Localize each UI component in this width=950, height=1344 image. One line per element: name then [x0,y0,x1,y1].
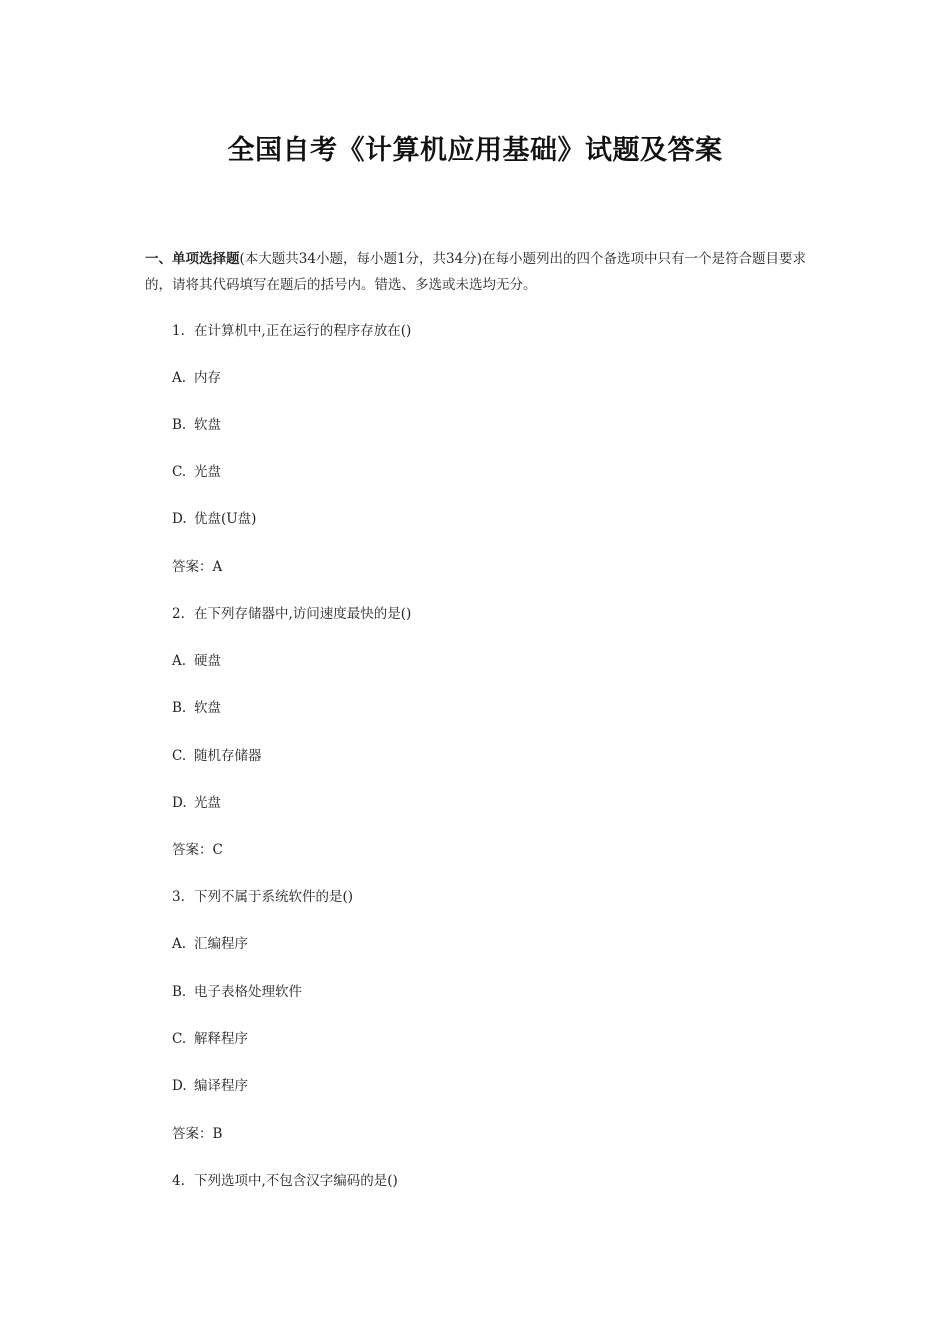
answer-line [172,840,223,860]
line-label: 3. [172,889,185,905]
option-line [172,793,221,813]
option-line [172,462,221,482]
option-line [172,934,248,954]
line-label: A. [172,936,187,952]
answer-line [172,557,222,577]
option-line [172,746,262,766]
line-text: 优盘(U盘) [194,511,257,527]
line-text: C [212,842,223,858]
line-text: 硬盘 [194,653,221,669]
line-text: 内存 [194,370,221,386]
line-label: 1. [172,323,185,339]
answer-line [172,1124,222,1144]
section-heading: 一、单项选择题 [145,251,240,267]
line-label: B. [172,984,187,1000]
question-line [172,1171,398,1191]
question-line [172,321,411,341]
line-text: 编译程序 [194,1078,248,1094]
option-line [172,1029,248,1049]
line-text: A [212,559,223,575]
question-line [172,887,353,907]
line-text: B [212,1126,223,1142]
line-label: C. [172,1031,187,1047]
question-line [172,604,411,624]
line-label: C. [172,748,187,764]
line-label: D. [172,511,187,527]
line-label: A. [172,653,187,669]
line-text: 光盘 [194,464,221,480]
line-label: 4. [172,1173,185,1189]
option-line [172,509,256,529]
line-label: D. [172,1078,187,1094]
line-label: 答案： [172,842,213,858]
line-label: 答案： [172,1126,213,1142]
line-text: 在下列存储器中,访问速度最快的是() [194,606,412,622]
line-text: 光盘 [194,795,221,811]
line-label: 答案： [172,559,213,575]
line-label: B. [172,700,187,716]
option-line [172,698,221,718]
line-text: 电子表格处理软件 [194,984,302,1000]
line-text: 解释程序 [194,1031,248,1047]
document-title: 全国自考《计算机应用基础》试题及答案 [227,135,723,166]
line-label: D. [172,795,187,811]
line-label: C. [172,464,187,480]
line-text: 汇编程序 [194,936,248,952]
line-text: 下列选项中,不包含汉字编码的是() [194,1173,398,1189]
line-label: A. [172,370,187,386]
section-intro [145,246,810,298]
line-text: 软盘 [194,417,221,433]
section-instructions: (本大题共34小题，每小题1分，共34分)在每小题列出的四个备选项中只有一个是符合题目要求的，请将其代码填写在题后的括号内。错选、多选或未选均无分。 [145,251,806,293]
line-text: 随机存储器 [194,748,262,764]
line-text: 软盘 [194,700,221,716]
option-line [172,1076,248,1096]
line-text: 下列不属于系统软件的是() [194,889,354,905]
line-label: 2. [172,606,185,622]
option-line [172,982,302,1002]
option-line [172,415,221,435]
line-label: B. [172,417,187,433]
option-line [172,368,221,388]
line-text: 在计算机中,正在运行的程序存放在() [194,323,412,339]
option-line [172,651,221,671]
